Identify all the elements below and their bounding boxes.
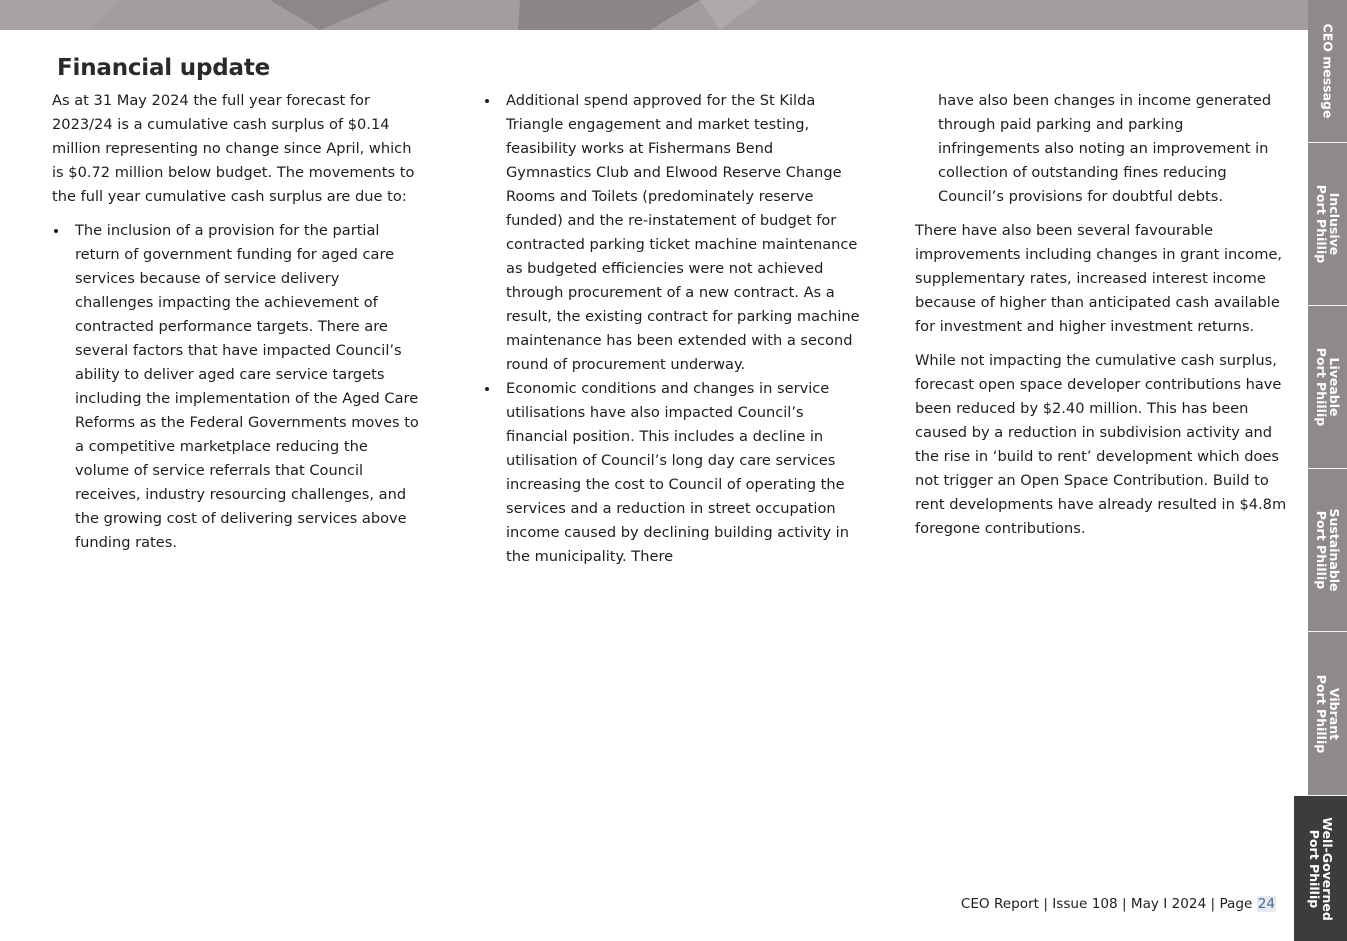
- tab-label-line1: Inclusive: [1326, 192, 1342, 256]
- intro-paragraph: As at 31 May 2024 the full year forecast for 2023/24 is a cumulative cash surplus of $0.14 million representing no change since April, which is $0.72 million below budget. The movements to the full year cumulative cash surplus are due to:: [52, 92, 415, 205]
- column-1: [52, 89, 422, 555]
- tab-well-governed-port-phillip[interactable]: [1294, 796, 1347, 941]
- bullet-list: [52, 219, 422, 555]
- tab-sustainable-port-phillip[interactable]: [1308, 469, 1347, 632]
- tab-label-line2: Port Phillip: [1306, 829, 1322, 908]
- tab-label-line1: Well-Governed: [1319, 816, 1335, 921]
- page-title: Financial update: [57, 55, 271, 81]
- bullet-continuation: have also been changes in income generated through paid parking and parking infringements also noting an improvement in collection of outstanding fines reducing Council’s provisions for doubtful debts.: [938, 92, 1272, 205]
- tab-label-line2: Port Phillip: [1313, 184, 1329, 264]
- tab-label-line2: Port Phillip: [1313, 674, 1329, 753]
- banner-pattern: [0, 0, 1310, 30]
- tab-label: [1315, 508, 1341, 591]
- section-tabs: [1308, 0, 1347, 941]
- column-3: [915, 89, 1287, 541]
- tab-label-line1: CEO message: [1320, 23, 1335, 119]
- page-number: 24: [1257, 896, 1275, 912]
- tab-label-line1: Vibrant: [1326, 687, 1342, 740]
- bullet-additional-spend: Additional spend approved for the St Kilda Triangle engagement and market testing, feasibility works at Fishermans Bend Gymnastics Club and Elwood Reserve Change Rooms and Toilets (predominately reserve funded) and the re-instatement of budget for contracted parking ticket machine maintenance as budgeted efficiencies were not achieved through procurement of a new contract. As a result, the existing contract for parking machine maintenance has been extended with a second round of procurement underway.: [483, 89, 861, 377]
- tab-liveable-port-phillip[interactable]: [1308, 306, 1347, 469]
- footer-text: CEO Report | Issue 108 | May I 2024 | Page: [960, 896, 1257, 912]
- tab-label: [1321, 24, 1334, 119]
- tab-label: [1315, 348, 1341, 426]
- tab-ceo-message[interactable]: [1308, 0, 1347, 143]
- bullet-list: [483, 89, 861, 569]
- tab-label-line1: Sustainable: [1326, 508, 1342, 592]
- bullet-economic-conditions: Economic conditions and changes in service utilisations have also impacted Council’s financial position. This includes a decline in utilisation of Council’s long day care services increasing the cost to Council of operating the services and a reduction in street occupation income caused by declining building activity in the municipality. There: [483, 377, 861, 569]
- tab-label: [1315, 185, 1341, 263]
- tab-label-line2: Port Phillip: [1313, 510, 1329, 590]
- tab-label-line1: Liveable: [1326, 357, 1342, 417]
- header-banner: [0, 0, 1310, 30]
- bullet-aged-care: The inclusion of a provision for the partial return of government funding for aged care services because of service delivery challenges impacting the achievement of contracted performance targets. There are several factors that have impacted Council’s ability to deliver aged care service targets including the implementation of the Aged Care Reforms as the Federal Governments moves to a competitive marketplace reducing the volume of service referrals that Council receives, industry resourcing challenges, and the growing cost of delivering services above funding rates.: [52, 219, 422, 555]
- tab-label-line2: Port Phillip: [1313, 347, 1329, 427]
- favourable-paragraph: There have also been several favourable improvements including changes in grant income, supplementary rates, increased interest income because of higher than anticipated cash available for investment and higher investment returns.: [915, 222, 1283, 335]
- tab-vibrant-port-phillip[interactable]: [1308, 632, 1347, 796]
- developer-contributions-paragraph: While not impacting the cumulative cash surplus, forecast open space developer contributions have been reduced by $2.40 million. This has been caused by a reduction in subdivision activity and the rise in ‘build to rent’ development which does not trigger an Open Space Contribution. Build to rent developments have already resulted in $4.8m foregone contributions.: [915, 352, 1287, 537]
- tab-label: [1315, 674, 1341, 752]
- tab-inclusive-port-phillip[interactable]: [1308, 143, 1347, 306]
- column-2: [483, 89, 861, 569]
- page-footer: [961, 896, 1276, 912]
- tab-label: [1308, 817, 1334, 921]
